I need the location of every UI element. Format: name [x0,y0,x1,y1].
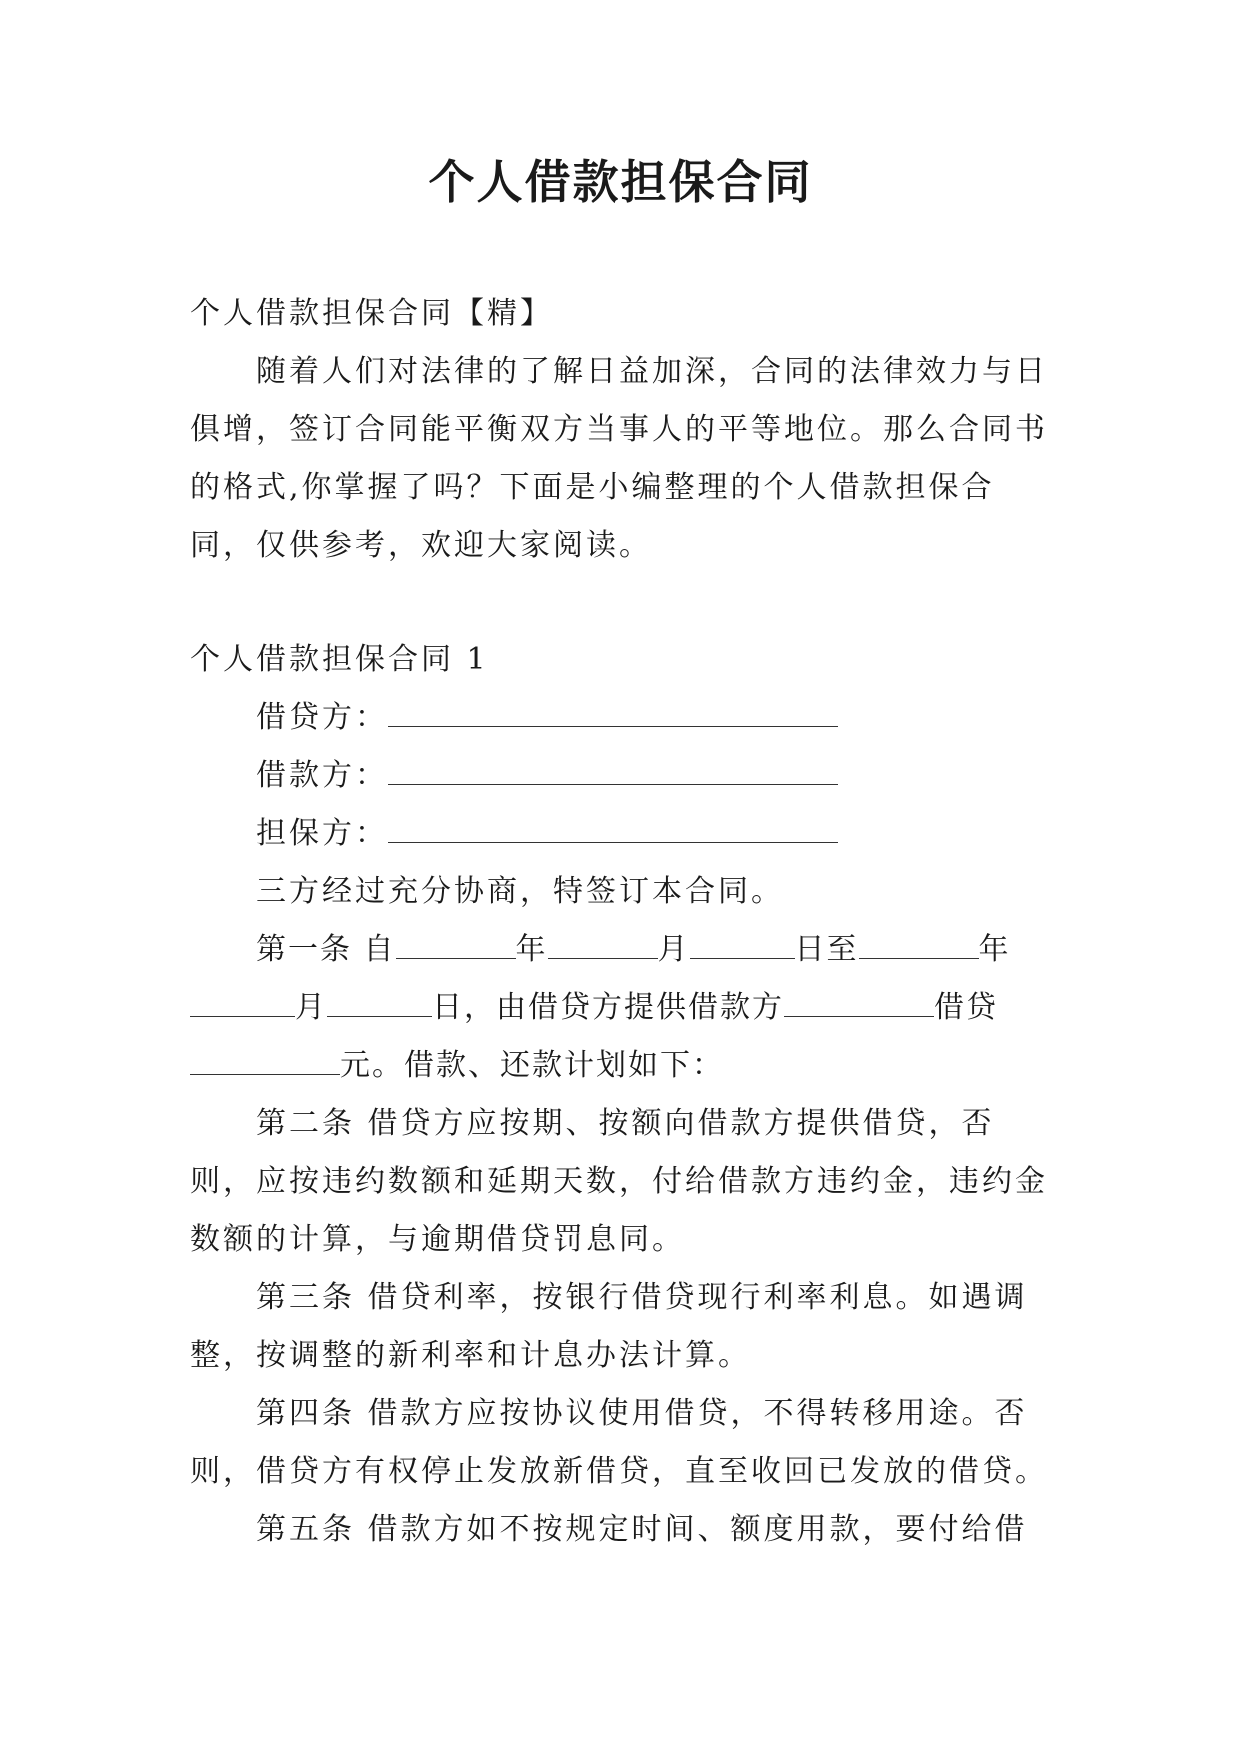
end-year-blank[interactable] [859,934,979,959]
article-1 [190,921,1050,1095]
guarantor-label: 担保方： [256,816,388,851]
document-title: 个人借款担保合同 [428,155,813,209]
article1-month2: 月 [295,990,327,1025]
article1-year: 年 [515,932,548,967]
guarantor-blank[interactable] [388,818,838,843]
amount-blank[interactable] [190,1050,340,1075]
start-day-blank[interactable] [690,934,795,959]
borrower-blank[interactable] [388,760,838,785]
loan-type-blank[interactable] [784,992,934,1017]
borrower-field [190,747,1050,805]
article-2: 第二条 借贷方应按期、按额向借款方提供借贷，否则，应按违约数额和延期天数，付给借款方违约金，违约金数额的计算，与逾期借贷罚息同。 [190,1106,1048,1257]
article1-start: 第一条 自 [256,932,396,967]
article-4: 第四条 借款方应按协议使用借贷，不得转移用途。否则，借贷方有权停止发放新借贷，直至收回已发放的借贷。 [190,1396,1048,1489]
guarantor-field [190,805,1050,863]
document-body [190,285,1050,1559]
start-year-blank[interactable] [396,934,516,959]
agreement-paragraph: 三方经过充分协商，特签订本合同。 [256,874,784,909]
end-month-blank[interactable] [190,992,295,1017]
end-day-blank[interactable] [327,992,432,1017]
article1-to: 日至 [794,932,859,967]
borrower-label: 借款方： [256,758,388,793]
article-3: 第三条 借贷利率，按银行借贷现行利率利息。如遇调整，按调整的新利率和计息办法计算。 [190,1280,1028,1373]
lender-blank[interactable] [388,702,838,727]
article1-month: 月 [657,932,690,967]
subtitle: 个人借款担保合同【精】 [190,296,553,331]
article1-year2: 年 [978,932,1011,967]
start-month-blank[interactable] [548,934,658,959]
lender-field [190,689,1050,747]
lender-label: 借贷方： [256,700,388,735]
article1-loan: 借贷 [934,990,998,1025]
paragraph-gap [190,575,1050,631]
article1-plan: 元。借款、还款计划如下： [340,1048,724,1083]
article-5: 第五条 借款方如不按规定时间、额度用款，要付给借 [256,1512,1028,1547]
article1-provide: 日，由借贷方提供借款方 [432,990,784,1025]
section-title: 个人借款担保合同 1 [190,642,489,677]
intro-paragraph: 随着人们对法律的了解日益加深，合同的法律效力与日俱增，签订合同能平衡双方当事人的平等地位。那么合同书的格式,你掌握了吗？下面是小编整理的个人借款担保合同，仅供参考，欢迎大家阅读。 [190,354,1048,563]
